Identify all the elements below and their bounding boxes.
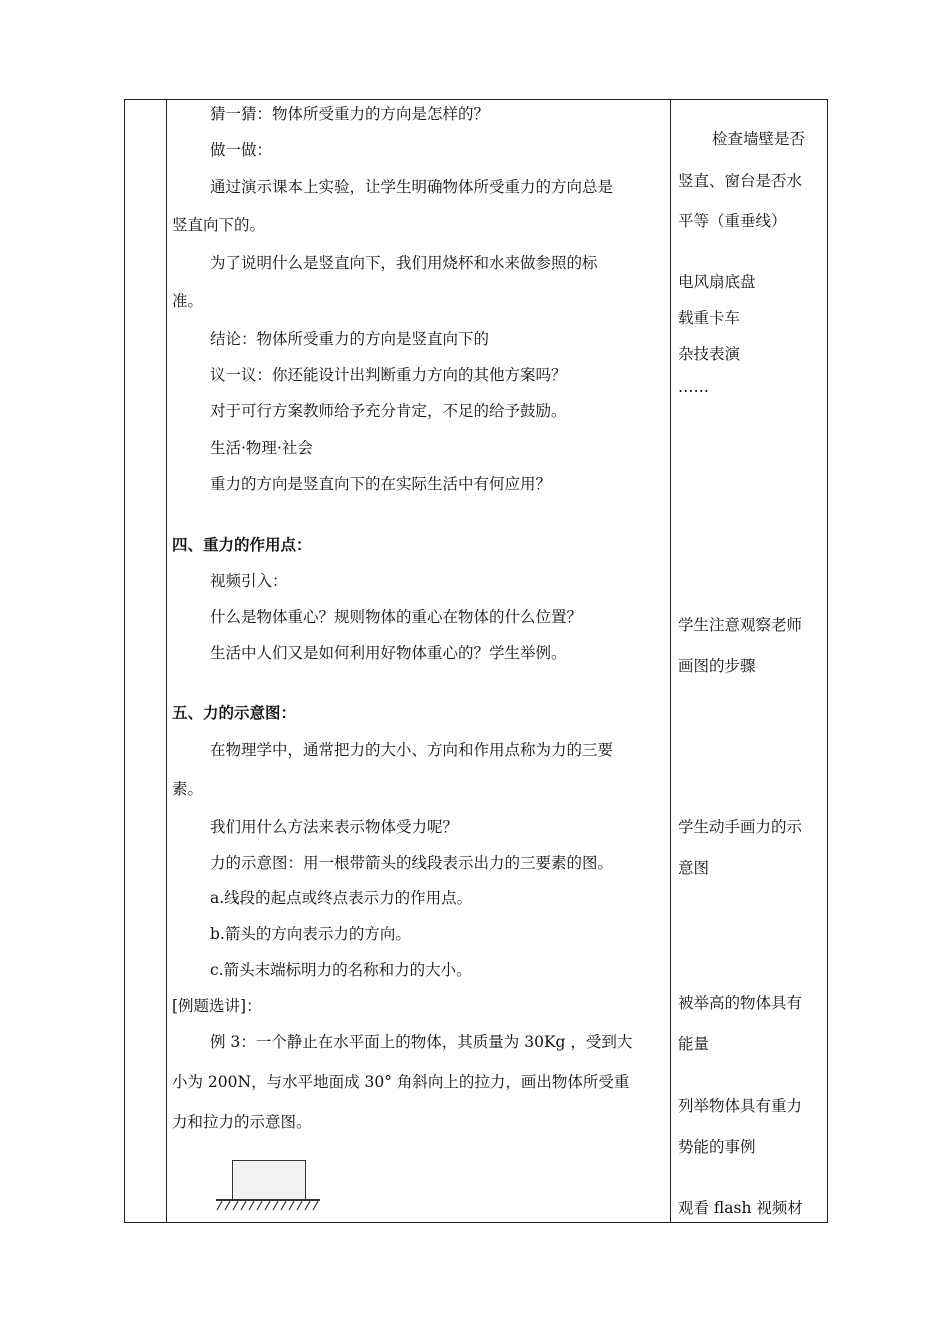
text-line: 力的示意图：用一根带箭头的线段表示出力的三要素的图。 xyxy=(210,854,614,872)
table-column-divider-right xyxy=(670,99,671,1223)
section-heading-5: 五、力的示意图： xyxy=(172,703,297,722)
text-line: 生活中人们又是如何利用好物体重心的？学生举例。 xyxy=(210,644,567,662)
note-line: …… xyxy=(678,378,709,396)
text-line: 我们用什么方法来表示物体受力呢？ xyxy=(210,818,459,836)
note-line: 平等（重垂线） xyxy=(678,212,787,230)
note-line: 电风扇底盘 xyxy=(678,273,756,291)
text-line: 准。 xyxy=(172,292,204,310)
text-line: 对于可行方案教师给予充分肯定，不足的给予鼓励。 xyxy=(210,402,567,420)
text-line: 猜一猜：物体所受重力的方向是怎样的？ xyxy=(210,105,490,123)
note-line: 意图 xyxy=(678,859,710,877)
note-line: 能量 xyxy=(678,1035,710,1053)
text-line: 力和拉力的示意图。 xyxy=(172,1113,312,1131)
text-line: 竖直向下的。 xyxy=(172,216,266,234)
text-line: c.箭头末端标明力的名称和力的大小。 xyxy=(210,961,472,979)
note-line: 观看 flash 视频材 xyxy=(678,1199,803,1217)
note-line: 被举高的物体具有 xyxy=(678,994,803,1012)
note-line: 检查墙壁是否 xyxy=(712,130,806,148)
text-line: 做一做： xyxy=(210,141,273,159)
note-line: 载重卡车 xyxy=(678,309,741,327)
text-line: 通过演示课本上实验，让学生明确物体所受重力的方向总是 xyxy=(210,178,614,196)
note-line: 画图的步骤 xyxy=(678,657,756,675)
note-line: 学生动手画力的示 xyxy=(678,818,803,836)
conclusion-line: 结论：物体所受重力的方向是竖直向下的 xyxy=(210,330,490,348)
text-line: 什么是物体重心？规则物体的重心在物体的什么位置？ xyxy=(210,608,583,626)
table-column-divider-left xyxy=(166,99,167,1223)
section-heading-4: 四、重力的作用点： xyxy=(172,535,312,554)
text-line: 生活·物理·社会 xyxy=(210,439,313,457)
note-line: 学生注意观察老师 xyxy=(678,616,803,634)
text-line: 为了说明什么是竖直向下，我们用烧杯和水来做参照的标 xyxy=(210,254,598,272)
note-line: 杂技表演 xyxy=(678,345,741,363)
note-line: 竖直、窗台是否水 xyxy=(678,172,803,190)
text-line: 素。 xyxy=(172,780,204,798)
note-line: 势能的事例 xyxy=(678,1138,756,1156)
text-line: 议一议：你还能设计出判断重力方向的其他方案吗？ xyxy=(210,366,567,384)
note-line: 列举物体具有重力 xyxy=(678,1097,803,1115)
text-line: 视频引入： xyxy=(210,572,288,590)
example-label: [例题选讲]： xyxy=(172,997,262,1015)
block-object-figure xyxy=(232,1160,306,1200)
text-line: b.箭头的方向表示力的方向。 xyxy=(210,925,411,943)
text-line: 在物理学中，通常把力的大小、方向和作用点称为力的三要 xyxy=(210,741,614,759)
text-line: 重力的方向是竖直向下的在实际生活中有何应用？ xyxy=(210,475,552,493)
text-line: a.线段的起点或终点表示力的作用点。 xyxy=(210,889,473,907)
ground-surface-figure xyxy=(212,1198,324,1214)
text-line: 例 3：一个静止在水平面上的物体，其质量为 30Kg ，受到大 xyxy=(210,1033,633,1051)
text-line: 小为 200N，与水平地面成 30° 角斜向上的拉力，画出物体所受重 xyxy=(172,1073,630,1091)
